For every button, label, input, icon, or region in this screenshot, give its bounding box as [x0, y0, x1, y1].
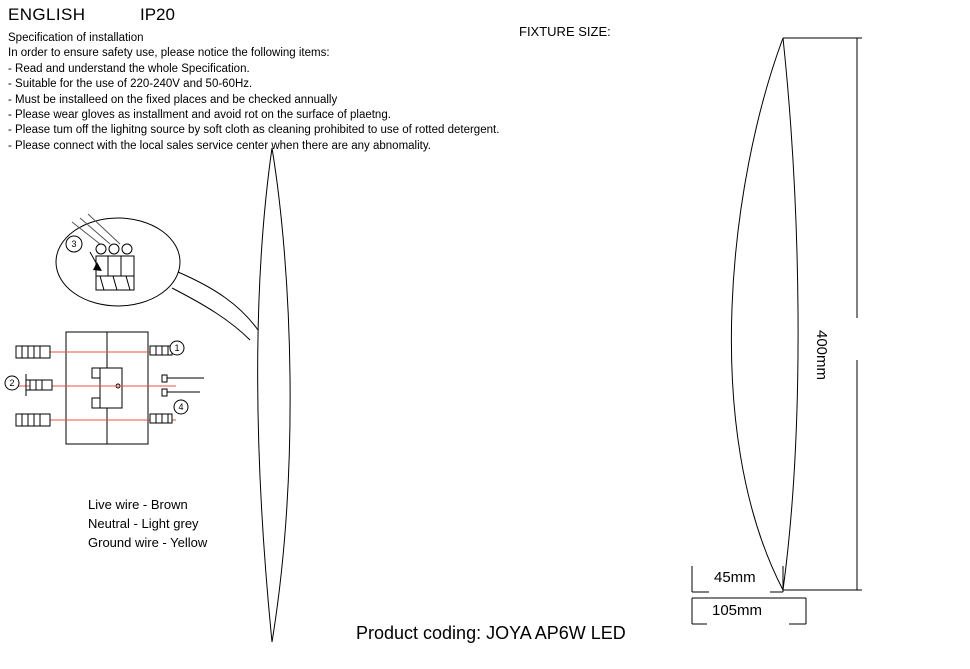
dimension-height-label: 400mm	[813, 330, 830, 381]
spec-item: - Please tum off the lighitng source by soft cloth as cleaning prohibited to use of rotted detergent.	[8, 124, 500, 137]
spec-item: - Suitable for the use of 220-240V and 50-60Hz.	[8, 78, 253, 91]
wall-plug-icon	[16, 346, 50, 358]
wiring-legend-live: Live wire - Brown	[88, 497, 188, 512]
dimension-width-lines	[692, 598, 806, 624]
screw-icon	[150, 346, 172, 355]
callout-3: 3	[71, 239, 77, 249]
terminal-block-detail-bubble	[56, 214, 258, 340]
fixture-profile-side-elevation	[731, 38, 798, 590]
ip-rating-label: IP20	[140, 5, 175, 24]
long-screw-icon	[162, 375, 204, 382]
callout-1: 1	[174, 343, 180, 353]
spec-item: - Read and understand the whole Specification.	[8, 62, 250, 75]
callout-4: 4	[178, 402, 184, 412]
dimension-width-label: 105mm	[712, 602, 763, 619]
long-screw-icon	[162, 389, 200, 396]
spec-title: Specification of installation	[8, 32, 144, 44]
wiring-legend-neutral: Neutral - Light grey	[88, 516, 199, 531]
callout-2: 2	[9, 378, 15, 388]
dimension-height-lines	[783, 38, 862, 590]
spec-intro: In order to ensure safety use, please notice the following items:	[8, 47, 330, 60]
wall-plug-icon	[16, 414, 50, 426]
product-coding-label: Product coding: JOYA AP6W LED	[356, 623, 626, 643]
dimension-depth-label: 45mm	[714, 569, 756, 586]
language-title: ENGLISH	[8, 5, 86, 24]
screw-icon	[26, 374, 52, 396]
screw-icon	[150, 414, 172, 423]
spec-item: - Must be installeed on the fixed places and be checked annually	[8, 93, 338, 106]
fixture-size-label: FIXTURE SIZE:	[519, 24, 611, 39]
dimension-depth-lines	[692, 566, 783, 592]
wiring-legend-ground: Ground wire - Yellow	[88, 535, 208, 550]
spec-item: - Please wear gloves as installment and avoid rot on the surface of plaetng.	[8, 109, 391, 122]
spec-item: - Please connect with the local sales service center when there are any abnomality.	[8, 139, 431, 152]
fixture-profile-large	[258, 148, 290, 642]
mounting-bracket-diagram	[5, 332, 204, 444]
